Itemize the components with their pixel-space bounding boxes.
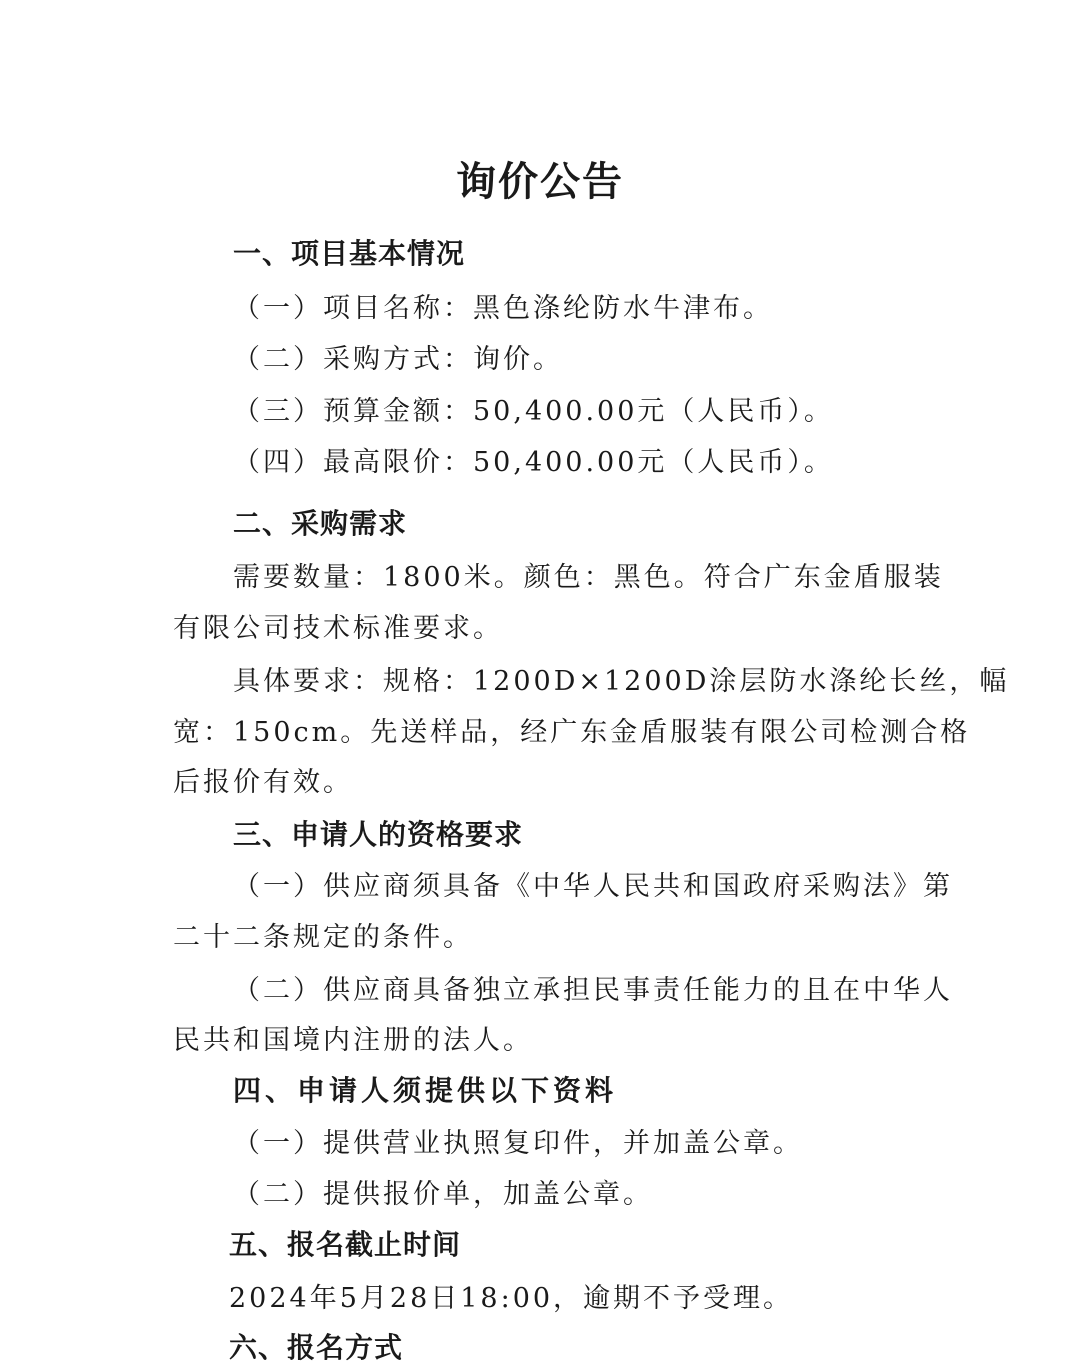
section-heading-registration: 六、报名方式 — [229, 1331, 404, 1364]
requirement-line: 需要数量：1800米。颜色：黑色。符合广东金盾服装 — [233, 562, 944, 593]
section-heading-materials: 四、申请人须提供以下资料 — [233, 1074, 618, 1107]
deadline-line: 2024年5月28日18:00，逾期不予受理。 — [229, 1283, 794, 1314]
requirement-line: 后报价有效。 — [173, 767, 353, 798]
budget-amount-line: （三）预算金额：50,400.00元（人民币）。 — [233, 396, 834, 427]
section-heading-deadline: 五、报名截止时间 — [229, 1228, 462, 1261]
purchase-method-line: （二）采购方式：询价。 — [233, 344, 563, 375]
requirement-line: 有限公司技术标准要求。 — [173, 613, 503, 644]
project-name-line: （一）项目名称：黑色涤纶防水牛津布。 — [233, 293, 773, 324]
qualification-line: （二）供应商具备独立承担民事责任能力的且在中华人 — [233, 975, 953, 1006]
material-line: （一）提供营业执照复印件，并加盖公章。 — [233, 1128, 803, 1159]
section-heading-qualifications: 三、申请人的资格要求 — [233, 818, 524, 851]
section-heading-basic-info: 一、项目基本情况 — [233, 237, 466, 270]
document-title: 询价公告 — [456, 159, 624, 205]
qualification-line: （一）供应商须具备《中华人民共和国政府采购法》第 — [233, 871, 953, 902]
max-price-line: （四）最高限价：50,400.00元（人民币）。 — [233, 447, 834, 478]
qualification-line: 民共和国境内注册的法人。 — [173, 1025, 533, 1056]
requirement-line: 具体要求：规格：1200D×1200D涂层防水涤纶长丝，幅 — [233, 666, 1010, 697]
requirement-line: 宽：150cm。先送样品，经广东金盾服装有限公司检测合格 — [173, 717, 971, 748]
section-heading-requirements: 二、采购需求 — [233, 507, 408, 540]
qualification-line: 二十二条规定的条件。 — [173, 922, 473, 953]
material-line: （二）提供报价单，加盖公章。 — [233, 1179, 653, 1210]
